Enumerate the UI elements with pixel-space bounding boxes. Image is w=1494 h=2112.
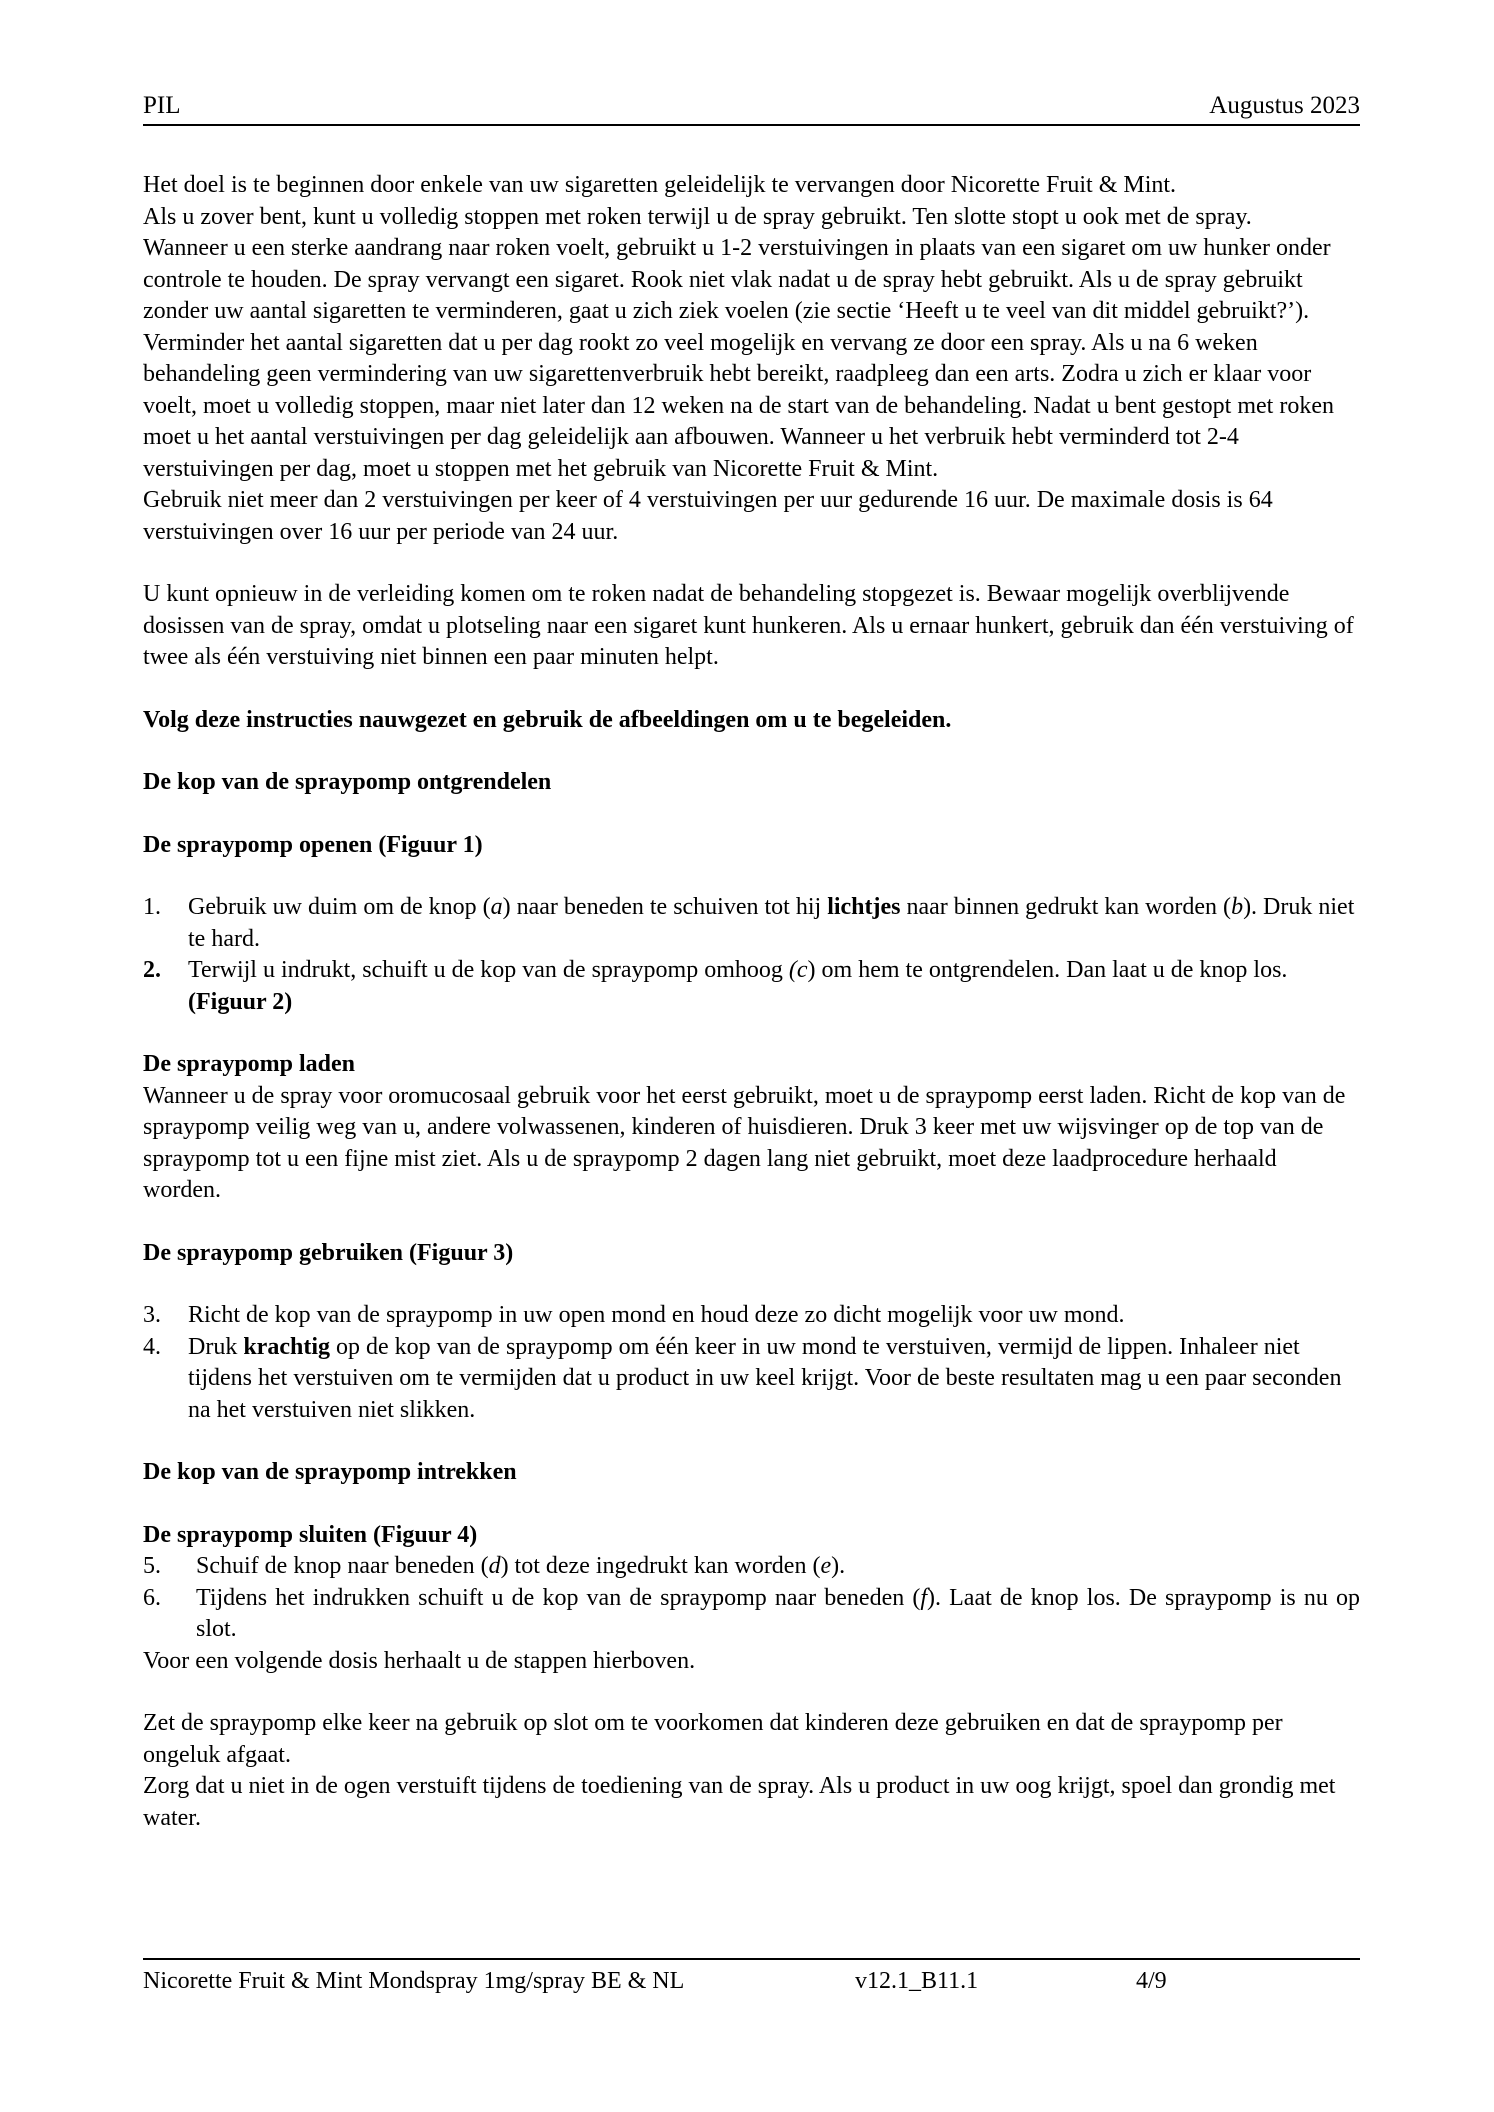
page-footer (143, 1958, 1360, 1994)
heading-use: De spraypomp gebruiken (Figuur 3) (143, 1239, 514, 1266)
heading-unlock: De kop van de spraypomp ontgrendelen (143, 769, 552, 795)
step-6: 6. Tijdens het indrukken schuift u de kop van de spraypomp naar beneden (f). Laat de knop los. De spraypomp is nu op slot. (143, 1584, 1361, 1642)
paragraph-eyes: Zorg dat u niet in de ogen verstuift tijdens de toediening van de spray. Als u product in uw oog krijgt, spoel dan grondig met water. (143, 1773, 1336, 1831)
step-2: 2. Terwijl u indrukt, schuift u de kop van de spraypomp omhoog (c) om hem te ontgrendelen. Dan laat u de knop los. (Figuur 2) (143, 957, 1288, 1015)
steps-use (143, 1300, 1360, 1426)
heading-close: De spraypomp sluiten (Figuur 4) (143, 1521, 478, 1548)
steps-close (143, 1551, 1360, 1646)
header-right: Augustus 2023 (1209, 92, 1360, 119)
step-5: 5. Schuif de knop naar beneden (d) tot deze ingedrukt kan worden (e). (143, 1553, 846, 1579)
paragraph-load: Wanneer u de spray voor oromucosaal gebruik voor het eerst gebruikt, moet u de spraypomp eerst laden. Richt de kop van de spraypomp veilig weg van u, andere volwassenen, kinderen of huisdieren. Druk 3 keer met uw wijsvinger op de top van de spraypomp tot u een fijne mist ziet. Als u de spraypomp 2 dagen lang niet gebruikt, moet deze laadprocedure herhaald worden. (143, 1082, 1346, 1203)
page-content (143, 170, 1360, 1834)
paragraph-goal: Het doel is te beginnen door enkele van uw sigaretten geleidelijk te vervangen door Nicorette Fruit & Mint. Als u zover bent, kunt u volledig stoppen met roken terwijl u de spray gebruikt. Ten slotte stopt u ook met de spray. (143, 172, 1252, 230)
heading-open: De spraypomp openen (Figuur 1) (143, 831, 483, 858)
heading-load: De spraypomp laden (143, 1051, 356, 1077)
paragraph-max-dose: Gebruik niet meer dan 2 verstuivingen per keer of 4 verstuivingen per uur gedurende 16 uur. De maximale dosis is 64 verstuivingen over 16 uur per periode van 24 uur. (143, 487, 1273, 545)
heading-retract: De kop van de spraypomp intrekken (143, 1459, 517, 1485)
footer-version: v12.1_B11.1 (855, 1968, 979, 1994)
paragraph-relapse: U kunt opnieuw in de verleiding komen om te roken nadat de behandeling stopgezet is. Bewaar mogelijk overblijvende dosissen van de spray, omdat u plotseling naar een sigaret kunt hunkeren. Als u ernaar hunkert, gebruik dan één verstuiving of twee als één verstuiving niet binnen een paar minuten helpt. (143, 581, 1354, 670)
step-1: 1. Gebruik uw duim om de knop (a) naar beneden te schuiven tot hij lichtjes naar binnen gedrukt kan worden (b). Druk niet te hard. (143, 894, 1355, 952)
footer-page-number: 4/9 (1136, 1968, 1167, 1994)
instructions-heading: Volg deze instructies nauwgezet en gebruik de afbeeldingen om u te begeleiden. (143, 706, 952, 733)
step-4: 4. Druk krachtig op de kop van de spraypomp om één keer in uw mond te verstuiven, vermijd de lippen. Inhaleer niet tijdens het verstuiven om te vermijden dat u product in uw keel krijgt. Voor de beste resultaten mag u een paar seconden na het verstuiven niet slikken. (143, 1333, 1342, 1423)
steps-open (143, 892, 1360, 1018)
footer-product: Nicorette Fruit & Mint Mondspray 1mg/spray BE & NL (143, 1968, 685, 1994)
header-left: PIL (143, 92, 181, 119)
page-header (143, 90, 1360, 126)
document-page (143, 90, 1360, 1834)
paragraph-lock: Zet de spraypomp elke keer na gebruik op slot om te voorkomen dat kinderen deze gebruiken en dat de spraypomp per ongeluk afgaat. (143, 1710, 1283, 1768)
paragraph-craving: Wanneer u een sterke aandrang naar roken voelt, gebruikt u 1-2 verstuivingen in plaats van een sigaret om uw hunker onder controle te houden. De spray vervangt een sigaret. Rook niet vlak nadat u de spray hebt gebruikt. Als u de spray gebruikt zonder uw aantal sigaretten te verminderen, gaat u zich ziek voelen (zie sectie ‘Heeft u te veel van dit middel gebruikt?’). Verminder het aantal sigaretten dat u per dag rookt zo veel mogelijk en vervang ze door een spray. Als u na 6 weken behandeling geen vermindering van uw sigarettenverbruik hebt bereikt, raadpleeg dan een arts. Zodra u zich er klaar voor voelt, moet u volledig stoppen, maar niet later dan 12 weken na de start van de behandeling. Nadat u bent gestopt met roken moet u het aantal verstuivingen per dag geleidelijk aan afbouwen. Wanneer u het verbruik hebt verminderd tot 2-4 verstuivingen per dag, moet u stoppen met het gebruik van Nicorette Fruit & Mint. (143, 235, 1334, 482)
paragraph-repeat: Voor een volgende dosis herhaalt u de stappen hierboven. (143, 1647, 696, 1674)
step-3: 3. Richt de kop van de spraypomp in uw open mond en houd deze zo dicht mogelijk voor uw mond. (143, 1302, 1125, 1328)
